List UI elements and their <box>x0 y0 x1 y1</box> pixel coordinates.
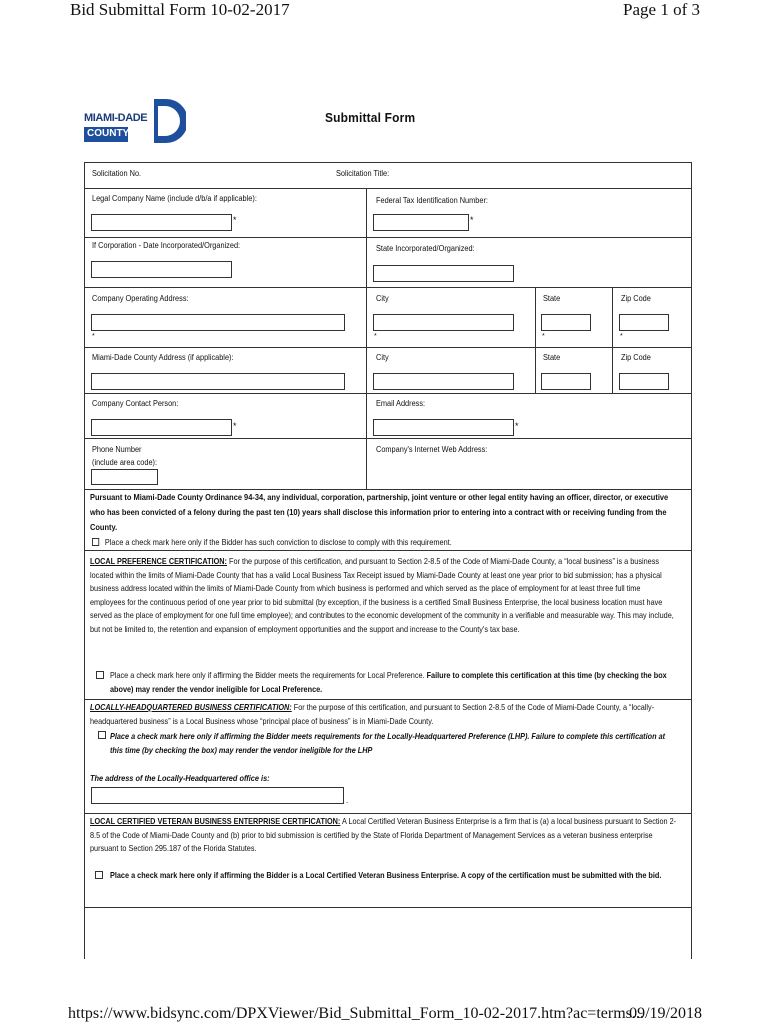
city-label: City <box>376 294 389 303</box>
lhp-address-label: The address of the Locally-Headquartered office is: <box>90 774 270 783</box>
corp-date-input[interactable] <box>91 261 232 278</box>
solicitation-title-label-main: Solicitation <box>336 169 372 178</box>
md-address-input[interactable] <box>91 373 345 390</box>
state-input[interactable] <box>541 314 591 331</box>
local-preference-text <box>90 555 677 637</box>
required-marker: * <box>470 215 474 225</box>
row-divider <box>84 287 691 288</box>
veteran-heading: LOCAL CERTIFIED VETERAN BUSINESS ENTERPRISE CERTIFICATION: <box>90 817 341 826</box>
solicitation-title-label-suffix: Title: <box>373 169 390 178</box>
logo-text-line2: COUNTY <box>87 128 130 139</box>
required-marker: * <box>233 215 237 225</box>
web-address-label: Company's Internet Web Address: <box>376 445 488 454</box>
local-preference-check-label: Place a check mark here only if affirming the Bidder meets the requirements for Local Preference. <box>110 671 425 680</box>
lhp-text <box>90 701 677 728</box>
fein-input[interactable] <box>373 214 469 231</box>
md-address-label: Miami-Dade County Address (if applicable): <box>92 353 234 362</box>
lhp-body: For the purpose of this certification, and pursuant to Section 2-8.5 of the Code of Miami-Dade County, a “locally-headquartered business” is a Local Business whose “principal place of business” is in Miami-Dade County. <box>90 703 655 726</box>
contact-person-input[interactable] <box>91 419 232 436</box>
form-title: Submittal Form <box>325 110 416 125</box>
zip-label: Zip Code <box>621 294 651 303</box>
email-input[interactable] <box>373 419 514 436</box>
city2-label: City <box>376 353 389 362</box>
felony-check-label: Place a check mark here only if the Bidder has such conviction to disclose to comply with this requirement. <box>104 538 452 547</box>
required-marker: * <box>542 333 545 340</box>
local-preference-check-text <box>110 669 671 696</box>
lhp-address-input[interactable] <box>91 787 344 804</box>
solicitation-no-label: Solicitation No. <box>92 169 142 178</box>
column-divider <box>535 287 536 393</box>
city2-input[interactable] <box>373 373 514 390</box>
column-divider <box>366 188 367 489</box>
row-divider <box>84 237 691 238</box>
required-marker: * <box>620 333 623 340</box>
operating-address-label: Company Operating Address: <box>92 294 189 303</box>
row-divider <box>84 393 691 394</box>
local-preference-warning: Failure to complete this certification at this time (by checking the box above) may render the vendor ineligible for Local Preference. <box>110 671 667 694</box>
row-divider <box>84 347 691 348</box>
veteran-body: A Local Certified Veteran Business Enterprise is a firm that is (a) a local business pursuant to Section 2-8.5 of the Code of Miami-Dade County and (b) prior to bid submission is certified by the State of Florida Department of Management Services as a veteran business enterprise pursuant to Section 295.187 of the Florida Statutes. <box>90 817 677 854</box>
local-preference-heading: LOCAL PREFERENCE CERTIFICATION: <box>90 557 227 566</box>
veteran-text <box>90 815 677 856</box>
operating-address-input[interactable] <box>91 314 345 331</box>
page-footer-url[interactable]: https://www.bidsync.com/DPXViewer/Bid_Submittal_Form_10-02-2017.htm?ac=terms... <box>68 1005 644 1022</box>
required-marker: * <box>515 421 519 431</box>
page-footer-date: 09/19/2018 <box>629 1005 702 1022</box>
solicitation-title-label <box>336 169 389 178</box>
state-incorp-input[interactable] <box>373 265 514 282</box>
lhp-checkbox[interactable] <box>98 731 106 739</box>
row-divider <box>84 188 691 189</box>
phone-label: Phone Number <box>92 445 142 454</box>
section-divider <box>84 699 691 700</box>
zip-input[interactable] <box>619 314 669 331</box>
state-label: State <box>543 294 561 303</box>
required-marker: * <box>374 333 377 340</box>
row-divider <box>84 907 691 908</box>
city-input[interactable] <box>373 314 514 331</box>
lhp-address-dot: . <box>346 796 349 805</box>
local-preference-checkbox[interactable] <box>96 671 104 679</box>
section-divider <box>84 813 691 814</box>
section-divider <box>84 550 691 551</box>
veteran-checkbox[interactable] <box>95 871 103 879</box>
row-divider <box>84 438 691 439</box>
legal-name-input[interactable] <box>91 214 232 231</box>
felony-disclosure-text: Pursuant to Miami-Dade County Ordinance 94-34, any individual, corporation, partnership, joint venture or other legal entity having an officer, director, or executive who has been convicted of a felony during the past ten (10) years shall disclose this information prior to entering into a contract with or receiving funding from the County. <box>90 492 669 532</box>
corp-date-label: If Corporation - Date Incorporated/Organized: <box>92 241 241 250</box>
logo-text-line1: MIAMI-DADE <box>84 112 148 124</box>
required-marker: * <box>233 421 237 431</box>
state-incorp-label: State Incorporated/Organized: <box>376 244 475 253</box>
column-divider <box>612 287 613 393</box>
local-preference-body: For the purpose of this certification, and pursuant to Section 2-8.5 of the Code of Miami-Dade County, a “local business” is a business located within the limits of Miami-Dade County that has a valid Local Business Tax Receipt issued by Miami-Dade County at least one year prior to bid submission; has a physical business address located within the limits of Miami-Dade County from which business is performed and which served as the place of employment for at least three full time employees for the continuous period of one year prior to bid submittal (by exception, if the business is a certified Small Business Enterprise, the local business location must have served as the place of employment for one full time employee); and contributes to the economic development of the community in a verifiable and measurable way. This may include, but not be limited to, the retention and expansion of employment opportunities and the support and increase to the County's tax base. <box>90 557 674 634</box>
page-header-title: Bid Submittal Form 10-02-2017 <box>70 0 290 19</box>
zip2-input[interactable] <box>619 373 669 390</box>
state2-label: State <box>543 353 561 362</box>
contact-person-label: Company Contact Person: <box>92 399 179 408</box>
legal-name-label: Legal Company Name (include d/b/a if applicable): <box>92 194 257 203</box>
phone-input[interactable] <box>91 469 158 485</box>
miami-dade-logo <box>84 97 186 145</box>
lhp-check-label: Place a check mark here only if affirming the Bidder meets requirements for the Locally-Headquartered Preference (LHP). Failure to complete this certification at this time (by checking the box) may render the vendor ineligible for the LHP <box>110 732 666 755</box>
required-marker: * <box>92 333 95 340</box>
page-number: Page 1 of 3 <box>623 0 700 19</box>
veteran-check-label: Place a check mark here only if affirming the Bidder is a Local Certified Veteran Business Enterprise. A copy of the certification must be submitted with the bid. <box>110 871 662 880</box>
felony-checkbox[interactable] <box>92 538 99 546</box>
state2-input[interactable] <box>541 373 591 390</box>
zip2-label: Zip Code <box>621 353 651 362</box>
fein-label: Federal Tax Identification Number: <box>376 196 488 205</box>
felony-check-row <box>92 536 659 550</box>
email-label: Email Address: <box>376 399 426 408</box>
lhp-heading: LOCALLY-HEADQUARTERED BUSINESS CERTIFICATION: <box>90 703 292 712</box>
phone-label-sub: (include area code): <box>92 458 158 467</box>
